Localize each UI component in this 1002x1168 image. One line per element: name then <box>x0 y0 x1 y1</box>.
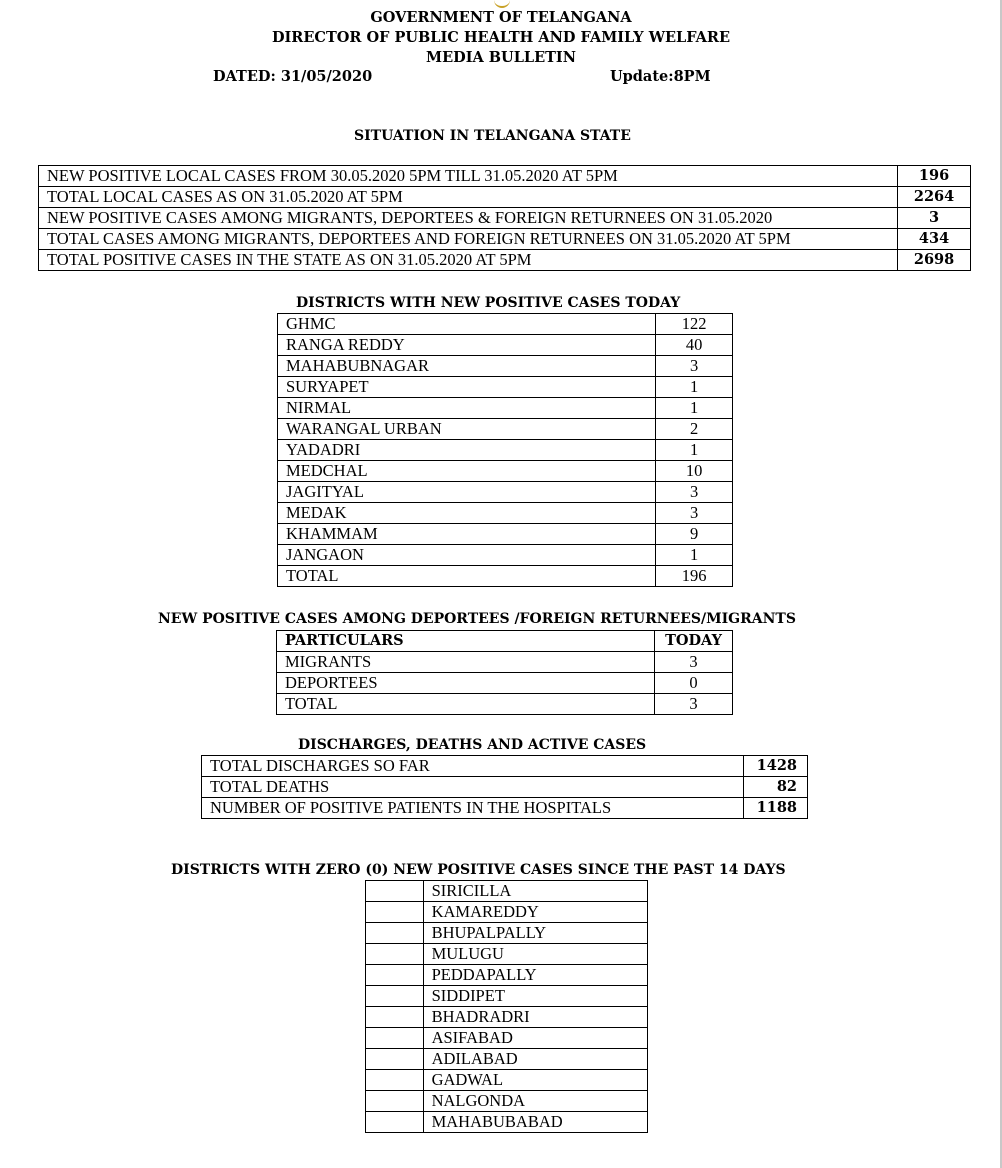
particular-count: 3 <box>655 694 733 715</box>
zero-district-name: ASIFABAD <box>423 1028 647 1049</box>
table-row <box>278 335 733 356</box>
district-name: MEDCHAL <box>278 461 656 482</box>
column-header-particulars: PARTICULARS <box>277 631 655 652</box>
table-row <box>278 461 733 482</box>
district-name: WARANGAL URBAN <box>278 419 656 440</box>
table-row <box>278 314 733 335</box>
zero-district-name: KAMAREDDY <box>423 902 647 923</box>
situation-value: 2264 <box>898 187 971 208</box>
table-row <box>39 187 971 208</box>
table-row <box>278 482 733 503</box>
situation-title: SITUATION IN TELANGANA STATE <box>354 128 631 144</box>
table-row <box>366 1028 648 1049</box>
district-count: 196 <box>656 566 733 587</box>
empty-cell <box>366 881 424 902</box>
particular-name: TOTAL <box>277 694 655 715</box>
discharge-value: 1188 <box>744 798 808 819</box>
district-count: 10 <box>656 461 733 482</box>
header-department: DIRECTOR OF PUBLIC HEALTH AND FAMILY WELFARE <box>271 29 731 46</box>
zero-district-name: SIDDIPET <box>423 986 647 1007</box>
zero-district-name: GADWAL <box>423 1070 647 1091</box>
discharge-label: TOTAL DEATHS <box>202 777 744 798</box>
district-name: MAHABUBNAGAR <box>278 356 656 377</box>
table-row <box>202 798 808 819</box>
discharge-value: 82 <box>744 777 808 798</box>
table-row <box>277 673 733 694</box>
zero-district-name: MAHABUBABAD <box>423 1112 647 1133</box>
district-name: KHAMMAM <box>278 524 656 545</box>
empty-cell <box>366 944 424 965</box>
table-row <box>278 524 733 545</box>
district-count: 3 <box>656 356 733 377</box>
district-name: MEDAK <box>278 503 656 524</box>
empty-cell <box>366 1091 424 1112</box>
table-row <box>366 1112 648 1133</box>
table-row <box>278 440 733 461</box>
table-row <box>366 902 648 923</box>
table-row <box>366 965 648 986</box>
header-bulletin: MEDIA BULLETIN <box>426 49 576 66</box>
empty-cell <box>366 986 424 1007</box>
situation-label: TOTAL CASES AMONG MIGRANTS, DEPORTEES AND FOREIGN RETURNEES ON 31.05.2020 AT 5PM <box>39 229 898 250</box>
zero-district-name: BHUPALPALLY <box>423 923 647 944</box>
table-row <box>39 208 971 229</box>
district-name: GHMC <box>278 314 656 335</box>
empty-cell <box>366 1028 424 1049</box>
table-row <box>39 229 971 250</box>
table-row <box>39 166 971 187</box>
zero-district-name: SIRICILLA <box>423 881 647 902</box>
situation-value: 3 <box>898 208 971 229</box>
zero-districts-table <box>365 880 648 1133</box>
table-row <box>277 652 733 673</box>
table-row <box>278 398 733 419</box>
table-row <box>366 1007 648 1028</box>
discharges-table <box>201 755 808 819</box>
particular-count: 3 <box>655 652 733 673</box>
table-row <box>202 756 808 777</box>
table-row <box>366 986 648 1007</box>
situation-label: TOTAL POSITIVE CASES IN THE STATE AS ON 31.05.2020 AT 5PM <box>39 250 898 271</box>
zero-district-name: NALGONDA <box>423 1091 647 1112</box>
particular-count: 0 <box>655 673 733 694</box>
particular-name: MIGRANTS <box>277 652 655 673</box>
empty-cell <box>366 1112 424 1133</box>
situation-value: 2698 <box>898 250 971 271</box>
table-row <box>366 1070 648 1091</box>
table-row <box>39 250 971 271</box>
header-update: Update:8PM <box>610 68 711 85</box>
table-row <box>366 881 648 902</box>
table-row <box>278 419 733 440</box>
district-name: JANGAON <box>278 545 656 566</box>
district-name: SURYAPET <box>278 377 656 398</box>
district-count: 9 <box>656 524 733 545</box>
empty-cell <box>366 1049 424 1070</box>
district-name: TOTAL <box>278 566 656 587</box>
zero-districts-title: DISTRICTS WITH ZERO (0) NEW POSITIVE CASES SINCE THE PAST 14 DAYS <box>171 862 786 878</box>
deportees-table <box>276 630 733 715</box>
empty-cell <box>366 1007 424 1028</box>
zero-district-name: BHADRADRI <box>423 1007 647 1028</box>
district-name: YADADRI <box>278 440 656 461</box>
district-count: 1 <box>656 377 733 398</box>
district-count: 3 <box>656 482 733 503</box>
zero-district-name: PEDDAPALLY <box>423 965 647 986</box>
district-count: 1 <box>656 398 733 419</box>
deportees-title: NEW POSITIVE CASES AMONG DEPORTEES /FOREIGN RETURNEES/MIGRANTS <box>158 611 796 627</box>
empty-cell <box>366 1070 424 1091</box>
table-row <box>278 503 733 524</box>
particular-name: DEPORTEES <box>277 673 655 694</box>
discharges-title: DISCHARGES, DEATHS AND ACTIVE CASES <box>298 737 647 753</box>
table-row <box>278 545 733 566</box>
situation-table <box>38 165 971 271</box>
district-count: 2 <box>656 419 733 440</box>
table-row <box>202 777 808 798</box>
table-row <box>366 1091 648 1112</box>
table-row <box>278 356 733 377</box>
table-row <box>366 1049 648 1070</box>
situation-value: 196 <box>898 166 971 187</box>
empty-cell <box>366 923 424 944</box>
zero-district-name: ADILABAD <box>423 1049 647 1070</box>
zero-district-name: MULUGU <box>423 944 647 965</box>
discharge-label: NUMBER OF POSITIVE PATIENTS IN THE HOSPITALS <box>202 798 744 819</box>
header-government: GOVERNMENT OF TELANGANA <box>370 9 632 26</box>
table-row <box>277 694 733 715</box>
situation-value: 434 <box>898 229 971 250</box>
districts-new-title: DISTRICTS WITH NEW POSITIVE CASES TODAY <box>296 295 681 311</box>
discharge-value: 1428 <box>744 756 808 777</box>
header-dated: DATED: 31/05/2020 <box>213 68 373 85</box>
district-name: NIRMAL <box>278 398 656 419</box>
table-row <box>278 377 733 398</box>
column-header-today: TODAY <box>655 631 733 652</box>
empty-cell <box>366 902 424 923</box>
situation-label: TOTAL LOCAL CASES AS ON 31.05.2020 AT 5PM <box>39 187 898 208</box>
district-count: 3 <box>656 503 733 524</box>
table-row <box>366 923 648 944</box>
emblem-icon <box>494 0 510 8</box>
district-count: 122 <box>656 314 733 335</box>
districts-new-table <box>277 313 733 587</box>
district-name: JAGITYAL <box>278 482 656 503</box>
district-count: 1 <box>656 440 733 461</box>
situation-label: NEW POSITIVE CASES AMONG MIGRANTS, DEPORTEES & FOREIGN RETURNEES ON 31.05.2020 <box>39 208 898 229</box>
district-count: 1 <box>656 545 733 566</box>
table-header-row <box>277 631 733 652</box>
situation-label: NEW POSITIVE LOCAL CASES FROM 30.05.2020 5PM TILL 31.05.2020 AT 5PM <box>39 166 898 187</box>
district-name: RANGA REDDY <box>278 335 656 356</box>
empty-cell <box>366 965 424 986</box>
district-count: 40 <box>656 335 733 356</box>
discharge-label: TOTAL DISCHARGES SO FAR <box>202 756 744 777</box>
table-row <box>278 566 733 587</box>
table-row <box>366 944 648 965</box>
